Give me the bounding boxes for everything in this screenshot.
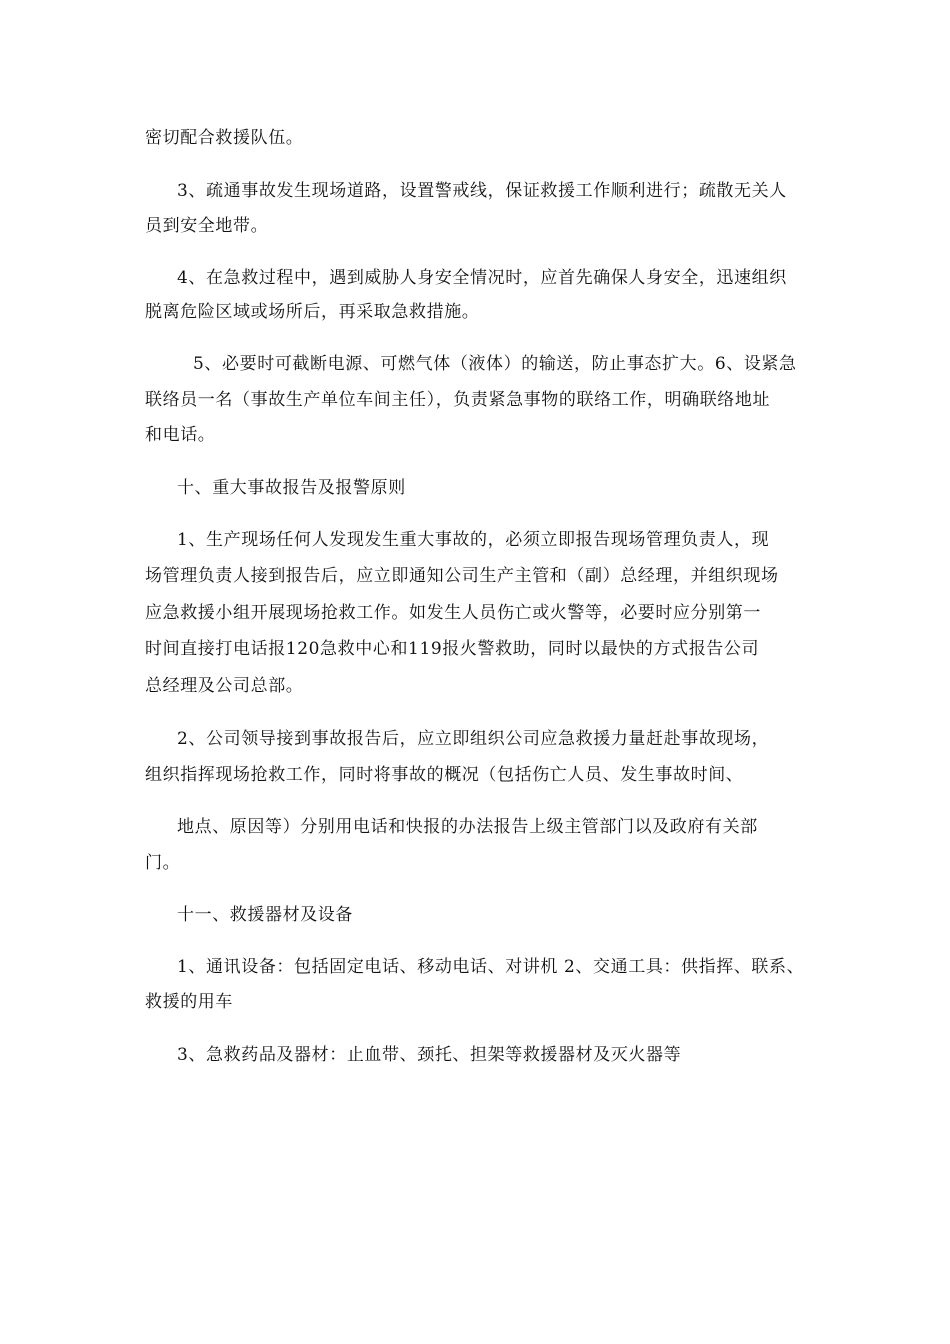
text-line: 员到安全地带。 [145, 216, 269, 236]
text-line: 组织指挥现场抢救工作，同时将事故的概况（包括伤亡人员、发生事故时间、 [145, 765, 744, 785]
text-line: 脱离危险区域或场所后，再采取急救措施。 [145, 302, 480, 322]
text-line: 2、公司领导接到事故报告后，应立即组织公司应急救援力量赶赴事故现场， [177, 729, 770, 749]
text-line: 5、必要时可截断电源、可燃气体（液体）的输送，防止事态扩大。6、设紧急 [193, 354, 797, 374]
text-line: 时间直接打电话报120急救中心和119报火警救助，同时以最快的方式报告公司 [145, 639, 760, 659]
section-heading: 十一、救援器材及设备 [177, 905, 353, 925]
section-heading: 十、重大事故报告及报警原则 [177, 478, 406, 498]
text-line: 1、生产现场任何人发现发生重大事故的，必须立即报告现场管理负责人，现 [177, 530, 770, 550]
text-line: 联络员一名（事故生产单位车间主任），负责紧急事物的联络工作，明确联络地址 [145, 390, 771, 410]
text-line: 3、急救药品及器材：止血带、颈托、担架等救援器材及灭火器等 [177, 1045, 682, 1065]
text-line: 应急救援小组开展现场抢救工作。如发生人员伤亡或火警等，必要时应分别第一 [145, 603, 761, 623]
text-line: 4、在急救过程中，遇到威胁人身安全情况时，应首先确保人身安全，迅速组织 [177, 268, 787, 288]
text-line: 救援的用车 [145, 992, 233, 1012]
text-line: 密切配合救援队伍。 [145, 128, 304, 148]
text-line: 场管理负责人接到报告后，应立即通知公司生产主管和（副）总经理，并组织现场 [145, 566, 779, 586]
text-line: 门。 [145, 853, 181, 873]
text-line: 3、疏通事故发生现场道路，设置警戒线，保证救援工作顺利进行；疏散无关人 [177, 181, 787, 201]
text-line: 地点、原因等）分别用电话和快报的办法报告上级主管部门以及政府有关部 [177, 817, 758, 837]
text-line: 总经理及公司总部。 [145, 676, 304, 696]
text-line: 和电话。 [145, 425, 216, 445]
text-line: 1、通讯设备：包括固定电话、移动电话、对讲机 2、交通工具：供指挥、联系、 [177, 957, 805, 977]
